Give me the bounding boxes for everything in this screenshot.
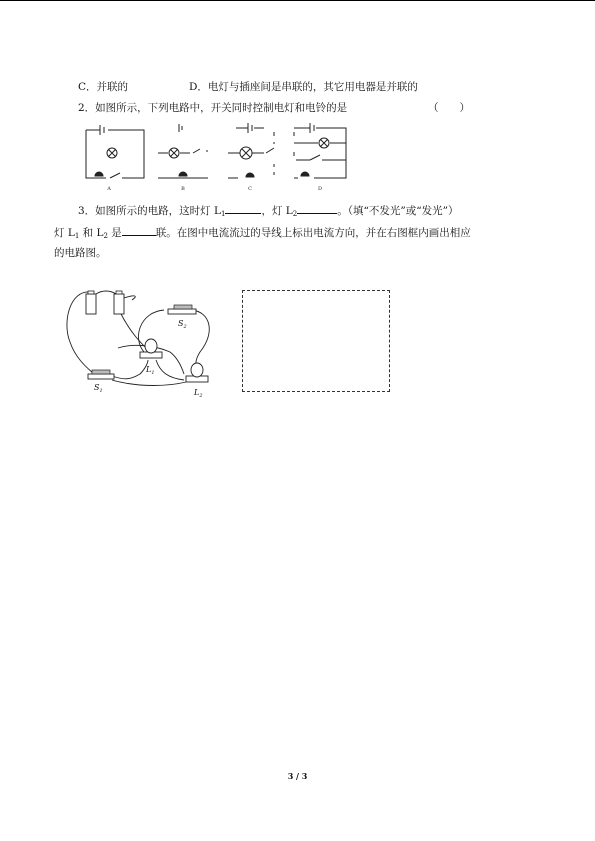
circuit-d: [294, 123, 346, 178]
circuit-drawing-box[interactable]: [242, 290, 390, 392]
circuit-c: [228, 123, 274, 178]
q3-sub-1: 1: [221, 210, 226, 218]
q3-text-2: ，灯 L: [261, 205, 293, 217]
label-l1: [145, 365, 155, 376]
q3-sub-4: 2: [103, 232, 108, 240]
q3-circuit-figure: [60, 282, 230, 402]
label-c: C: [248, 186, 252, 192]
q3-sub-3: 1: [74, 232, 80, 240]
battery-1: [86, 291, 96, 314]
label-s2: [178, 319, 187, 330]
circuit-b: [158, 124, 208, 178]
q3-text-7: 联。在图中电流流过的导线上标出电流方向，并在右图框内画出相应: [155, 227, 471, 239]
page-number: 3 / 3: [287, 771, 308, 781]
bulb-l2: [186, 363, 208, 382]
q3-text-3: 。（填“不发光”或“发光”）: [337, 205, 459, 217]
blank-l2[interactable]: [297, 203, 337, 214]
blank-l1[interactable]: [225, 203, 261, 214]
label-l1-sub: 1: [151, 370, 155, 376]
label-d: D: [317, 186, 323, 192]
label-s1: [94, 383, 103, 394]
label-s1-sub: 1: [99, 388, 103, 394]
q2-stem: 2．如图所示，下列电路中，开关同时控制电灯和电铃的是: [78, 102, 348, 114]
label-s2-main: S: [178, 319, 184, 328]
q3-line-3: 的电路图。: [54, 247, 107, 259]
q3-text-5: 和 L: [79, 227, 104, 239]
option-d: D．电灯与插座间是串联的，其它用电器是并联的: [189, 81, 418, 93]
switch-s1: [88, 370, 114, 379]
q3-text-4: 灯 L: [54, 227, 75, 239]
label-l2-sub: 2: [199, 393, 203, 399]
q3-text-6: 是: [107, 227, 122, 239]
top-rule: [0, 0, 595, 1]
label-a: A: [107, 186, 111, 192]
label-s2-sub: 2: [183, 324, 187, 330]
q2-answer-paren: （ ）: [428, 102, 470, 114]
q3-text-1: 3．如图所示的电路，这时灯 L: [78, 205, 221, 217]
label-l1-main: L: [146, 365, 152, 374]
label-l2: [193, 388, 203, 399]
option-c: C．并联的: [78, 81, 129, 93]
q3-line-2: [54, 225, 471, 243]
label-b: B: [181, 186, 185, 192]
circuit-a: [86, 125, 144, 178]
label-l2-main: L: [194, 388, 200, 397]
label-s1-main: S: [94, 383, 100, 392]
q3-line-1: [78, 203, 458, 221]
q3-sub-2: 2: [292, 210, 298, 218]
blank-connection[interactable]: [122, 225, 156, 236]
battery-2: [114, 291, 124, 314]
switch-s2: [168, 305, 196, 314]
q2-circuit-diagrams: [78, 120, 358, 192]
